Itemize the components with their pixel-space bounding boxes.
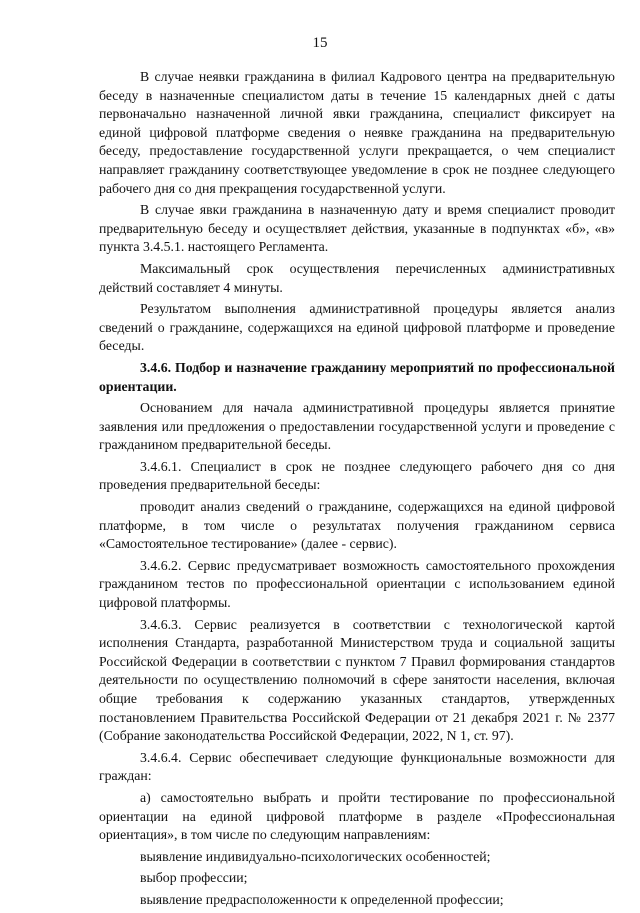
paragraph-basis: Основанием для начала административной процедуры является принятие заявления или предложения о предоставлении государственной услуги и проведение с гражданином предварительной беседы.	[99, 400, 615, 453]
document-body	[99, 68, 615, 913]
paragraph-3-4-6-1: 3.4.6.1. Специалист в срок не позднее следующего рабочего дня со дня проведения предварительной беседы:	[99, 458, 615, 493]
list-item-predisposition: выявление предрасположенности к определенной профессии;	[140, 891, 504, 907]
paragraph-show: В случае явки гражданина в назначенную дату и время специалист проводит предварительную беседу и осуществляет действия, указанные в подпунктах «б», «в» пункта 3.4.5.1. настоящего Регламента.	[99, 202, 615, 255]
paragraph-3-4-6-3: 3.4.6.3. Сервис реализуется в соответствии с технологической картой исполнения Стандарта, разработанной Министерством труда и социальной защиты Российской Федерации в соответствии с пунктом 7 Правил формирования стандартов деятельности по осуществлению полномочий в сфере занятости населения, включая общие требования к содержанию указанных стандартов, утвержденных постановлением Правительства Российской Федерации от 21 декабря 2021 г. № 2377 (Собрание законодательства Российской Федерации, 2022, N 1, ст. 97).	[99, 616, 615, 744]
section-heading-3-4-6: 3.4.6. Подбор и назначение гражданину мероприятий по профессиональной ориентации.	[99, 359, 615, 394]
paragraph-max-time: Максимальный срок осуществления перечисленных административных действий составляет 4 минуты.	[99, 260, 615, 295]
paragraph-3-4-6-2: 3.4.6.2. Сервис предусматривает возможность самостоятельного прохождения гражданином тестов по профессиональной ориентации с использованием единой цифровой платформы.	[99, 557, 615, 611]
paragraph-3-4-6-4: 3.4.6.4. Сервис обеспечивает следующие функциональные возможности для граждан:	[99, 749, 615, 784]
list-item-a: а) самостоятельно выбрать и пройти тестирование по профессиональной ориентации на единой цифровой платформе в разделе «Профессиональная ориентация», в том числе по следующим направлениям:	[99, 789, 615, 843]
paragraph-no-show: В случае неявки гражданина в филиал Кадрового центра на предварительную беседу в назначенные специалистом даты в течение 15 календарных дней с даты первоначально назначенной личной явки гражданина, специалист фиксирует на единой цифровой платформе сведения о неявке гражданина на предварительную беседу, предоставление государственной услуги прекращается, о чем специалист направляет гражданину соответствующее уведомление в срок не позднее следующего рабочего дня со дня прекращения государственной услуги.	[99, 69, 615, 196]
paragraph-result: Результатом выполнения административной процедуры является анализ сведений о гражданине, содержащихся на единой цифровой платформе и проведение беседы.	[99, 301, 615, 354]
page-number: 15	[312, 35, 328, 51]
list-item-choice: выбор профессии;	[140, 870, 248, 886]
list-item-psych: выявление индивидуально-психологических особенностей;	[140, 848, 491, 864]
paragraph-analysis: проводит анализ сведений о гражданине, содержащихся на единой цифровой платформе, в том числе о результатах получения гражданином сервиса «Самостоятельное тестирование» (далее - сервис).	[99, 499, 615, 552]
